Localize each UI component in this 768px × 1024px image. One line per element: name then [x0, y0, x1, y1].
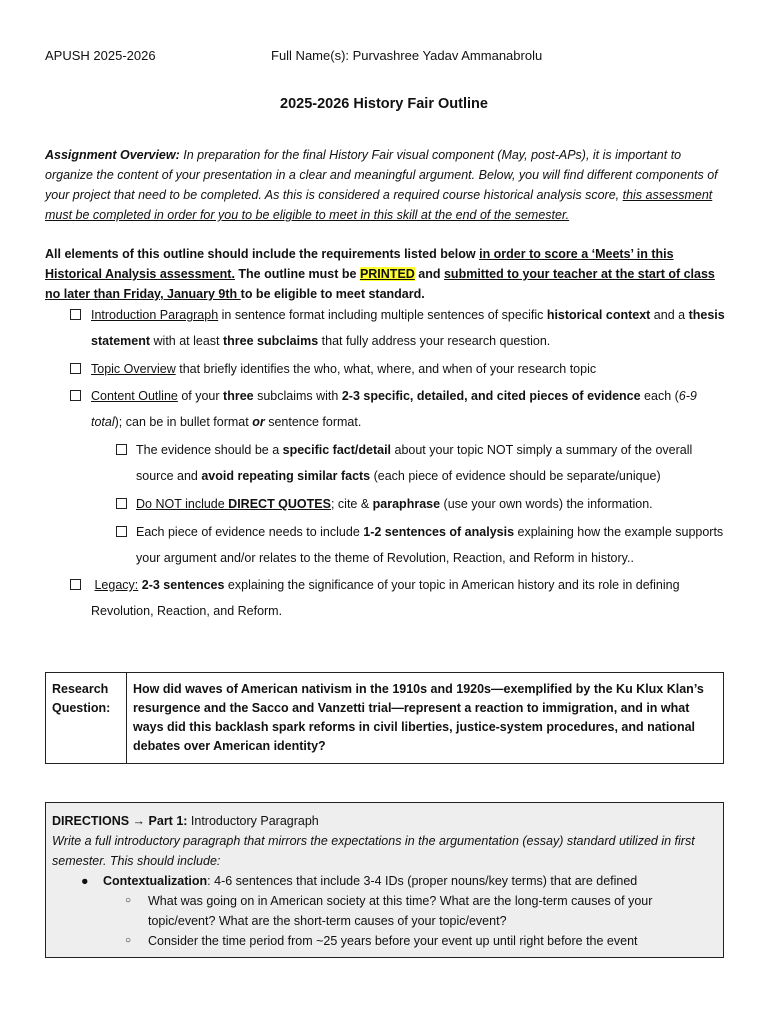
overview-label: Assignment Overview: — [45, 148, 180, 162]
checklist-subitem-quotes: Do NOT include DIRECT QUOTES; cite & paraphrase (use your own words) the information. — [136, 497, 653, 511]
research-question-label: Research Question: — [46, 673, 127, 764]
req-text-3: and — [414, 267, 444, 281]
directions-part-title: Introductory Paragraph — [187, 814, 319, 828]
checklist-item-legacy: Legacy: 2-3 sentences explaining the significance of your topic in American history and its role in defining Revolution, Reaction, and Reform. — [91, 578, 680, 618]
checklist-item-topic: Topic Overview that briefly identifies the who, what, where, and when of your research topic — [91, 362, 597, 376]
bullet-icon: ● — [81, 874, 89, 888]
assignment-overview — [45, 145, 725, 225]
req-underline-2: submitted to your teacher at the start of class no later than Friday, January 9th — [45, 267, 715, 301]
req-underline-1: in order to score a ‘Meets’ in this Historical Analysis assessment. — [45, 247, 674, 281]
circle-bullet-icon: ○ — [125, 895, 132, 906]
directions-box — [45, 802, 724, 958]
directions-instructions: Write a full introductory paragraph that mirrors the expectations in the argumentation (essay) standard utilized in first semester. This should include: — [52, 834, 695, 868]
checkbox-evidence-fact[interactable] — [116, 444, 127, 455]
printed-highlight: PRINTED — [359, 267, 415, 281]
research-question-table — [45, 672, 724, 764]
checklist-item-content: Content Outline of your three subclaims with 2-3 specific, detailed, and cited pieces of evidence each (6-9 total); can be in bullet format or sentence format. — [91, 389, 697, 429]
checkbox-intro[interactable] — [70, 309, 81, 320]
checklist-item-intro: Introduction Paragraph in sentence format including multiple sentences of specific historical context and a thesis statement with at least three subclaims that fully address your research question. — [91, 308, 725, 348]
course-label: APUSH 2025-2026 — [45, 48, 156, 63]
checkbox-analysis[interactable] — [116, 526, 127, 537]
overview-requirement: this assessment must be completed in order for you to be eligible to meet in this skill at the end of the semester. — [45, 188, 713, 222]
req-text-1: All elements of this outline should include the requirements listed below — [45, 247, 480, 261]
requirements-paragraph — [45, 244, 725, 304]
circle-bullet-icon: ○ — [125, 935, 132, 946]
checkbox-topic[interactable] — [70, 363, 81, 374]
req-text-2: The outline must be — [234, 267, 360, 281]
page-title: 2025-2026 History Fair Outline — [280, 96, 488, 112]
checklist-subitem-analysis: Each piece of evidence needs to include 1-2 sentences of analysis explaining how the example supports your argument and/or relates to the theme of Revolution, Reaction, and Reform in history.. — [136, 525, 724, 565]
checklist-subitem-fact: The evidence should be a specific fact/detail about your topic NOT simply a summary of the overall source and avoid repeating similar facts (each piece of evidence should be separate/unique) — [136, 443, 693, 483]
directions-label: DIRECTIONS → Part 1: — [52, 814, 188, 828]
contextualization-bullet: ● Contextualization: 4-6 sentences that include 3-4 IDs (proper nouns/key terms) that are defined — [52, 871, 717, 891]
checkbox-no-quotes[interactable] — [116, 498, 127, 509]
contextualization-sub-2: ○ Consider the time period from ~25 years before your event up until right before the event — [52, 931, 717, 951]
checkbox-legacy[interactable] — [70, 579, 81, 590]
directions-heading — [52, 811, 717, 831]
full-name-label: Full Name(s): Purvashree Yadav Ammanabrolu — [271, 48, 543, 63]
contextualization-sub-1: ○ What was going on in American society at this time? What are the long-term causes of your topic/event? What are the short-term causes of your topic/event? — [52, 891, 717, 931]
req-text-4: to be eligible to meet standard. — [240, 287, 425, 301]
checkbox-content[interactable] — [70, 390, 81, 401]
research-question-text[interactable]: How did waves of American nativism in the 1910s and 1920s—exemplified by the Ku Klux Klan’s resurgence and the Sacco and Vanzetti trial—represent a reaction to immigration, and in what ways did this backlash spark reforms in civil liberties, justice-system procedures, and national debates over American identity? — [127, 673, 724, 764]
overview-text: In preparation for the final History Fair visual component (May, post-APs), it is important to organize the content of your presentation in a clear and meaningful argument. Below, you will find different components of your project that need to be completed. As this is considered a required course historical analysis score, — [45, 148, 718, 202]
